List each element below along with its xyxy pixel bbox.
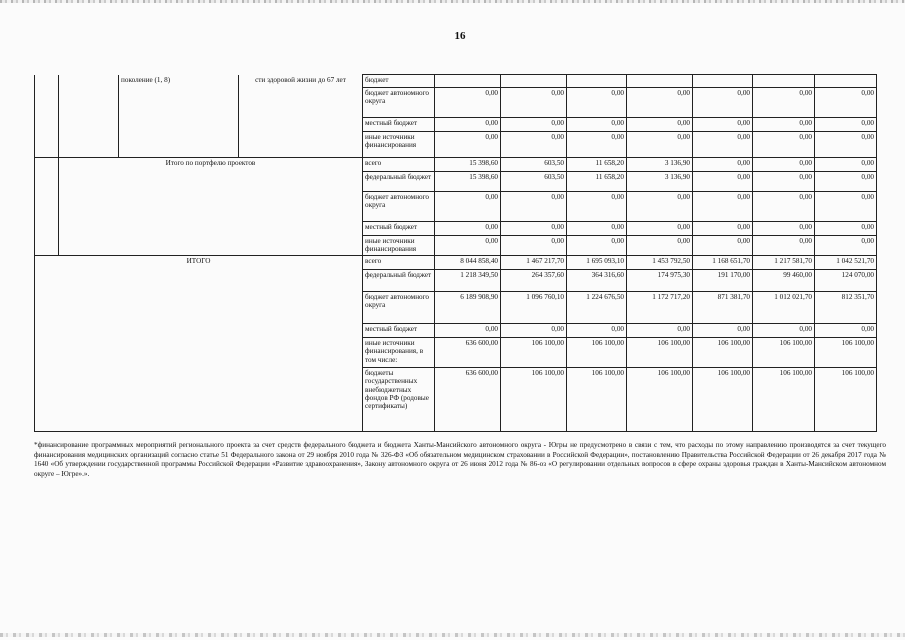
value-cell: 0,00 [435, 192, 501, 222]
value-cell: 0,00 [627, 118, 693, 132]
funding-source-cell: бюджет автономного округа [363, 192, 435, 222]
value-cell: 0,00 [501, 236, 567, 256]
value-cell: 603,50 [501, 158, 567, 172]
value-cell: 636 600,00 [435, 368, 501, 432]
value-cell: 0,00 [815, 88, 877, 118]
value-cell: 106 100,00 [753, 368, 815, 432]
value-cell: 106 100,00 [693, 338, 753, 368]
value-cell: 0,00 [815, 236, 877, 256]
value-cell: 0,00 [753, 158, 815, 172]
value-cell: 364 316,60 [567, 270, 627, 292]
value-cell: 0,00 [815, 192, 877, 222]
value-cell: 0,00 [501, 132, 567, 158]
value-cell: 0,00 [693, 132, 753, 158]
value-cell: 106 100,00 [501, 338, 567, 368]
funding-source-cell: иные источники финансирования, в том числе: [363, 338, 435, 368]
funding-source-cell: бюджет автономного округа [363, 88, 435, 118]
index-cell [35, 75, 59, 158]
value-cell: 1 218 349,50 [435, 270, 501, 292]
total-label-cell: ИТОГО [35, 256, 363, 432]
value-cell [753, 75, 815, 88]
value-cell: 603,50 [501, 172, 567, 192]
value-cell: 15 398,60 [435, 158, 501, 172]
value-cell: 0,00 [815, 158, 877, 172]
value-cell: 871 381,70 [693, 292, 753, 324]
value-cell: 0,00 [753, 236, 815, 256]
value-cell: 1 042 521,70 [815, 256, 877, 270]
value-cell: 106 100,00 [815, 368, 877, 432]
value-cell: 0,00 [567, 222, 627, 236]
value-cell: 174 975,30 [627, 270, 693, 292]
value-cell: 0,00 [501, 192, 567, 222]
value-cell [435, 75, 501, 88]
value-cell: 0,00 [693, 118, 753, 132]
value-cell: 0,00 [753, 324, 815, 338]
value-cell: 1 012 021,70 [753, 292, 815, 324]
page-number: 16 [454, 30, 466, 42]
value-cell: 0,00 [753, 192, 815, 222]
value-cell: 0,00 [567, 88, 627, 118]
value-cell: 124 070,00 [815, 270, 877, 292]
funding-source-cell: иные источники финансирования [363, 132, 435, 158]
value-cell: 0,00 [627, 88, 693, 118]
value-cell: 1 168 651,70 [693, 256, 753, 270]
value-cell: 0,00 [693, 236, 753, 256]
value-cell: 1 172 717,20 [627, 292, 693, 324]
value-cell: 1 217 581,70 [753, 256, 815, 270]
scan-artifact-bottom [0, 633, 905, 637]
project-target-cell: сти здоровой жизни до 67 лет [239, 75, 363, 158]
value-cell: 0,00 [693, 172, 753, 192]
value-cell [567, 75, 627, 88]
funding-source-cell: федеральный бюджет [363, 270, 435, 292]
value-cell: 0,00 [435, 132, 501, 158]
funding-source-cell: всего [363, 158, 435, 172]
value-cell: 0,00 [627, 222, 693, 236]
value-cell [501, 75, 567, 88]
value-cell: 1 453 792,50 [627, 256, 693, 270]
value-cell: 106 100,00 [501, 368, 567, 432]
value-cell: 0,00 [567, 324, 627, 338]
financing-table [34, 74, 877, 432]
value-cell [627, 75, 693, 88]
value-cell: 0,00 [567, 192, 627, 222]
value-cell: 812 351,70 [815, 292, 877, 324]
sub-index-cell [59, 75, 119, 158]
value-cell: 0,00 [627, 324, 693, 338]
portfolio-label-cell: Итого по портфелю проектов [59, 158, 363, 256]
value-cell: 0,00 [693, 88, 753, 118]
value-cell: 8 044 858,40 [435, 256, 501, 270]
value-cell: 0,00 [815, 172, 877, 192]
value-cell: 191 170,00 [693, 270, 753, 292]
value-cell: 0,00 [627, 132, 693, 158]
value-cell: 0,00 [753, 222, 815, 236]
value-cell: 0,00 [501, 324, 567, 338]
funding-source-cell: иные источники финансирования [363, 236, 435, 256]
value-cell [693, 75, 753, 88]
value-cell: 0,00 [501, 222, 567, 236]
value-cell: 3 136,90 [627, 158, 693, 172]
value-cell: 0,00 [435, 222, 501, 236]
funding-source-cell: всего [363, 256, 435, 270]
value-cell: 1 224 676,50 [567, 292, 627, 324]
value-cell: 264 357,60 [501, 270, 567, 292]
value-cell: 0,00 [627, 236, 693, 256]
funding-source-cell: бюджеты государственных внебюджетных фондов РФ (родовые сертификаты) [363, 368, 435, 432]
table-row [35, 75, 877, 88]
value-cell: 0,00 [501, 118, 567, 132]
funding-source-cell: бюджет [363, 75, 435, 88]
blank-cell [35, 158, 59, 256]
value-cell: 3 136,90 [627, 172, 693, 192]
value-cell: 0,00 [435, 324, 501, 338]
table-row [35, 256, 877, 270]
value-cell: 636 600,00 [435, 338, 501, 368]
value-cell: 1 695 093,10 [567, 256, 627, 270]
value-cell: 0,00 [501, 88, 567, 118]
value-cell: 106 100,00 [627, 338, 693, 368]
funding-source-cell: местный бюджет [363, 222, 435, 236]
value-cell: 0,00 [815, 118, 877, 132]
value-cell: 106 100,00 [753, 338, 815, 368]
table-row [35, 158, 877, 172]
value-cell: 1 467 217,70 [501, 256, 567, 270]
value-cell: 0,00 [753, 132, 815, 158]
value-cell: 106 100,00 [693, 368, 753, 432]
value-cell: 0,00 [753, 88, 815, 118]
funding-source-cell: местный бюджет [363, 324, 435, 338]
value-cell: 106 100,00 [567, 368, 627, 432]
value-cell: 0,00 [693, 222, 753, 236]
value-cell: 106 100,00 [815, 338, 877, 368]
value-cell: 0,00 [567, 118, 627, 132]
value-cell: 106 100,00 [567, 338, 627, 368]
value-cell [815, 75, 877, 88]
footnote-text: *финансирование программных мероприятий регионального проекта за счет средств федерального бюджета и бюджета Ханты-Мансийского автономного округа - Югры не предусмотрено в связи с тем, что расходы по этому направлению производятся за счет текущего финансирования медицинских организаций согласно статье 51 Федерального закона от 29 ноября 2010 года № 326-ФЗ «Об обязательном медицинском страховании в Российской Федерации», постановлению Правительства Российской Федерации от 26 декабря 2017 года № 1640 «Об утверждении государственной программы Российской Федерации «Развитие здравоохранения», Закону автономного округа от 26 июня 2012 года № 86-оз «О регулировании отдельных вопросов в сфере охраны здоровья граждан в Ханты-Мансийском автономном округе – Югре».». [34, 441, 886, 478]
value-cell: 0,00 [435, 236, 501, 256]
value-cell: 0,00 [815, 324, 877, 338]
footnote [34, 441, 886, 479]
value-cell: 0,00 [693, 158, 753, 172]
value-cell: 6 189 908,90 [435, 292, 501, 324]
value-cell: 0,00 [815, 222, 877, 236]
value-cell: 0,00 [693, 192, 753, 222]
value-cell: 0,00 [693, 324, 753, 338]
value-cell: 0,00 [753, 172, 815, 192]
value-cell: 0,00 [567, 236, 627, 256]
value-cell: 0,00 [627, 192, 693, 222]
value-cell: 106 100,00 [627, 368, 693, 432]
value-cell: 99 460,00 [753, 270, 815, 292]
project-name-cell: поколение (1, 8) [119, 75, 239, 158]
value-cell: 0,00 [435, 88, 501, 118]
value-cell: 11 658,20 [567, 172, 627, 192]
funding-source-cell: федеральный бюджет [363, 172, 435, 192]
value-cell: 0,00 [567, 132, 627, 158]
value-cell: 0,00 [753, 118, 815, 132]
funding-source-cell: местный бюджет [363, 118, 435, 132]
funding-source-cell: бюджет автономного округа [363, 292, 435, 324]
value-cell: 0,00 [815, 132, 877, 158]
value-cell: 11 658,20 [567, 158, 627, 172]
value-cell: 0,00 [435, 118, 501, 132]
value-cell: 1 096 760,10 [501, 292, 567, 324]
scan-artifact-top [0, 0, 905, 3]
value-cell: 15 398,60 [435, 172, 501, 192]
